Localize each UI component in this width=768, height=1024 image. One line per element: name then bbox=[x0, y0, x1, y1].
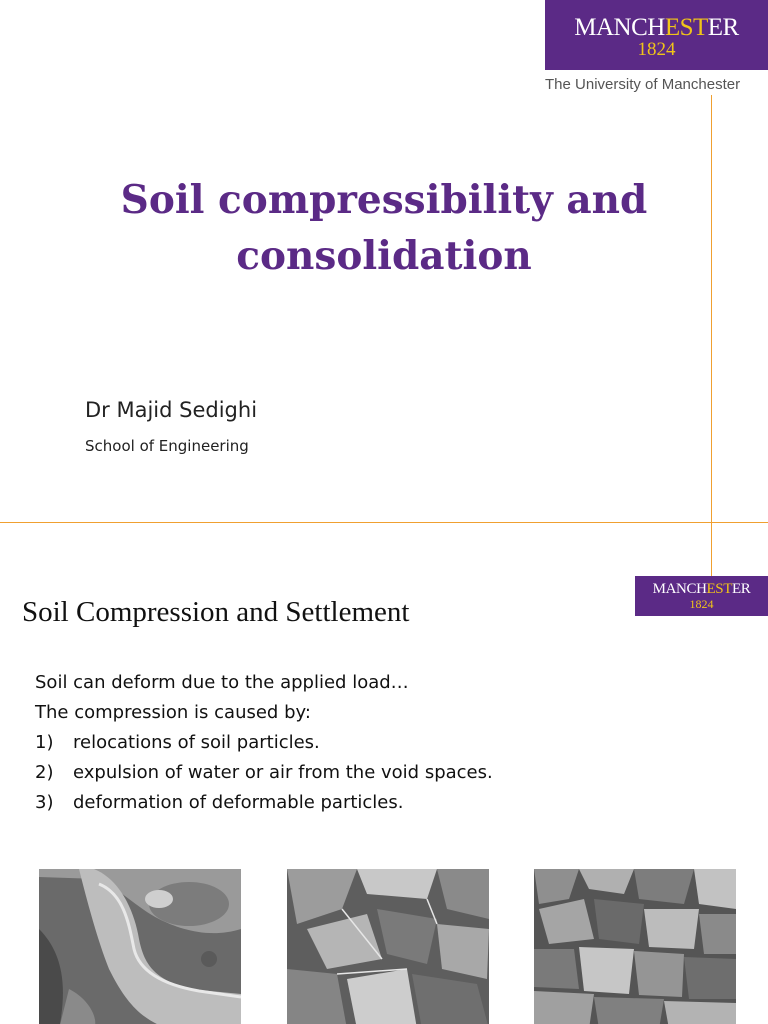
body-text bbox=[35, 668, 493, 818]
slide-title bbox=[60, 172, 708, 284]
cause-item: 3) deformation of deformable particles. bbox=[35, 792, 404, 813]
soil-micrograph-image bbox=[39, 869, 241, 1024]
intro-line: The compression is caused by: bbox=[35, 702, 311, 723]
cause-item: 2) expulsion of water or air from the void spaces. bbox=[35, 762, 493, 783]
title-line: Soil compressibility and bbox=[120, 177, 648, 223]
content-slide bbox=[0, 524, 768, 1024]
author-name: Dr Majid Sedighi bbox=[85, 398, 258, 422]
university-name: The University of Manchester bbox=[545, 76, 741, 93]
divider-vertical bbox=[711, 95, 712, 524]
intro-line: Soil can deform due to the applied load… bbox=[35, 672, 409, 693]
soil-micrograph-image bbox=[287, 869, 489, 1024]
manchester-logo: MANCHESTER 1824 bbox=[545, 0, 768, 70]
slide-title: Soil Compression and Settlement bbox=[22, 596, 410, 628]
logo-year: 1824 bbox=[637, 39, 676, 60]
manchester-logo-small: MANCHESTER 1824 bbox=[635, 576, 768, 616]
divider-horizontal bbox=[0, 522, 768, 523]
soil-micrograph-image bbox=[534, 869, 736, 1024]
divider-vertical bbox=[711, 524, 712, 576]
department: School of Engineering bbox=[85, 437, 249, 455]
title-line: consolidation bbox=[236, 233, 532, 279]
cause-item: 1) relocations of soil particles. bbox=[35, 732, 320, 753]
logo-year: 1824 bbox=[689, 597, 714, 611]
